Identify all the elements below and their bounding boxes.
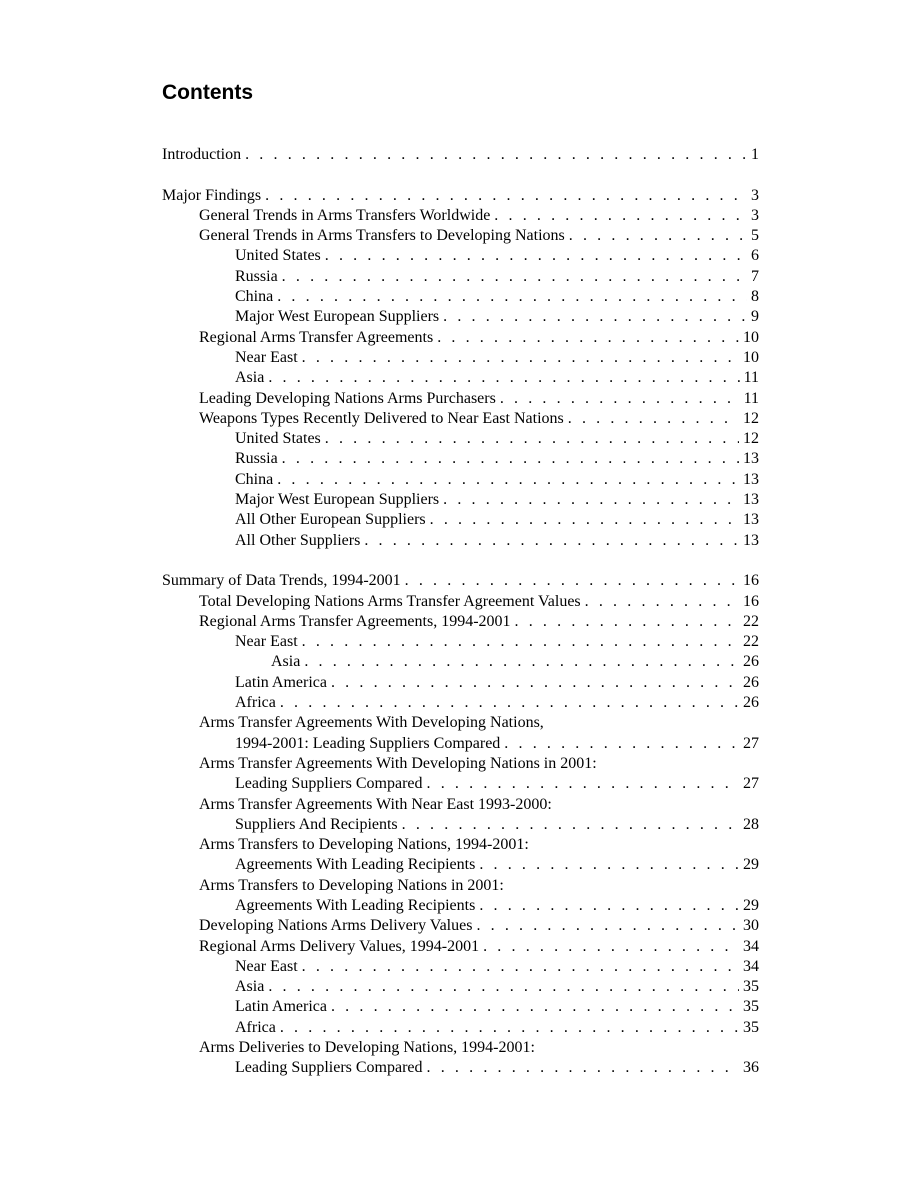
dot-leader [282, 267, 747, 287]
toc-entry-label: Regional Arms Delivery Values, 1994-2001 [199, 937, 480, 955]
page-title: Contents [162, 81, 253, 104]
toc-entry[interactable] [162, 957, 759, 977]
table-of-contents [162, 145, 759, 1079]
dot-leader [483, 937, 739, 957]
toc-entry[interactable] [162, 795, 759, 815]
toc-entry-label: Major Findings [162, 186, 262, 204]
dot-leader [302, 957, 739, 977]
dot-leader [325, 429, 739, 449]
toc-entry[interactable] [162, 1058, 759, 1078]
toc-page-number: 34 [743, 937, 759, 955]
toc-page-number: 27 [743, 775, 759, 793]
toc-entry[interactable] [162, 652, 759, 672]
toc-entry[interactable] [162, 835, 759, 855]
dot-leader [280, 693, 739, 713]
toc-entry-label: Leading Developing Nations Arms Purchasers [199, 389, 496, 407]
toc-entry-label: Agreements With Leading Recipients [235, 896, 476, 914]
toc-entry-label: Suppliers And Recipients [235, 815, 398, 833]
toc-page-number: 6 [751, 247, 759, 265]
dot-leader [331, 673, 739, 693]
toc-entry[interactable] [162, 267, 759, 287]
toc-page-number: 11 [743, 389, 759, 407]
toc-page-number: 13 [743, 531, 759, 549]
dot-leader [430, 510, 739, 530]
dot-leader [585, 592, 739, 612]
toc-page-number: 10 [743, 348, 759, 366]
dot-leader [443, 307, 747, 327]
toc-page-number: 13 [743, 491, 759, 509]
toc-page-number: 12 [743, 430, 759, 448]
dot-leader [245, 145, 747, 165]
toc-entry-label: All Other Suppliers [235, 531, 361, 549]
toc-entry[interactable] [162, 1038, 759, 1058]
toc-entry[interactable] [162, 145, 759, 165]
toc-page-number: 9 [751, 308, 759, 326]
toc-page-number: 35 [743, 978, 759, 996]
toc-page-number: 12 [743, 409, 759, 427]
toc-entry[interactable] [162, 368, 759, 388]
toc-entry[interactable] [162, 206, 759, 226]
toc-entry[interactable] [162, 348, 759, 368]
toc-entry-label: Russia [235, 267, 278, 285]
toc-entry[interactable] [162, 876, 759, 896]
dot-leader [494, 206, 747, 226]
toc-entry[interactable] [162, 328, 759, 348]
toc-entry[interactable] [162, 632, 759, 652]
dot-leader [500, 389, 740, 409]
toc-entry-label: Regional Arms Transfer Agreements, 1994-2001 [199, 612, 511, 630]
dot-leader [277, 470, 739, 490]
toc-entry[interactable] [162, 307, 759, 327]
toc-page-number: 13 [743, 511, 759, 529]
toc-entry[interactable] [162, 977, 759, 997]
toc-entry-label: Africa [235, 694, 276, 712]
toc-entry[interactable] [162, 246, 759, 266]
toc-entry[interactable] [162, 612, 759, 632]
toc-entry-label: China [235, 288, 274, 306]
toc-entry-label: Asia [235, 369, 265, 387]
dot-leader [304, 652, 739, 672]
toc-entry[interactable] [162, 186, 759, 206]
dot-leader [443, 490, 739, 510]
dot-leader [268, 368, 739, 388]
toc-entry-label: Arms Transfer Agreements With Developing Nations in 2001: [199, 754, 597, 772]
toc-entry-label: Latin America [235, 998, 327, 1016]
toc-entry-label: Summary of Data Trends, 1994-2001 [162, 572, 401, 590]
toc-entry-label: General Trends in Arms Transfers Worldwide [199, 206, 491, 224]
toc-page-number: 7 [751, 267, 759, 285]
toc-page-number: 26 [743, 653, 759, 671]
toc-entry-label: Africa [235, 1018, 276, 1036]
toc-page-number: 35 [743, 1018, 759, 1036]
dot-leader [265, 186, 747, 206]
toc-entry[interactable] [162, 449, 759, 469]
toc-page-number: 22 [743, 612, 759, 630]
dot-leader [302, 632, 739, 652]
toc-entry-label: General Trends in Arms Transfers to Developing Nations [199, 227, 565, 245]
toc-entry[interactable] [162, 673, 759, 693]
toc-entry-label: Leading Suppliers Compared [235, 775, 423, 793]
toc-page-number: 36 [743, 1059, 759, 1077]
toc-entry[interactable] [162, 592, 759, 612]
toc-entry[interactable] [162, 490, 759, 510]
dot-leader [427, 774, 739, 794]
toc-page-number: 26 [743, 673, 759, 691]
toc-entry-label: Agreements With Leading Recipients [235, 856, 476, 874]
dot-leader [476, 916, 739, 936]
toc-page-number: 13 [743, 470, 759, 488]
toc-entry-label: Near East [235, 957, 298, 975]
toc-entry[interactable] [162, 713, 759, 733]
toc-entry[interactable] [162, 226, 759, 246]
toc-entry-label: Asia [235, 978, 265, 996]
dot-leader [325, 246, 747, 266]
toc-entry[interactable] [162, 855, 759, 875]
toc-entry-label: Regional Arms Transfer Agreements [199, 328, 434, 346]
dot-leader [437, 328, 739, 348]
dot-leader [405, 571, 739, 591]
toc-page-number: 5 [751, 227, 759, 245]
toc-page-number: 8 [751, 288, 759, 306]
toc-entry-label: Developing Nations Arms Delivery Values [199, 917, 473, 935]
toc-entry[interactable] [162, 815, 759, 835]
toc-entry-label: Total Developing Nations Arms Transfer Agreement Values [199, 592, 581, 610]
toc-entry-label: Latin America [235, 673, 327, 691]
toc-page-number: 16 [743, 592, 759, 610]
toc-entry[interactable] [162, 571, 759, 591]
dot-leader [504, 734, 739, 754]
toc-entry[interactable] [162, 774, 759, 794]
dot-leader [282, 449, 739, 469]
toc-entry[interactable] [162, 470, 759, 490]
toc-entry[interactable] [162, 896, 759, 916]
toc-entry[interactable] [162, 409, 759, 429]
toc-page-number: 35 [743, 998, 759, 1016]
dot-leader [277, 287, 747, 307]
toc-page-number: 13 [743, 450, 759, 468]
toc-entry[interactable] [162, 389, 759, 409]
toc-entry-label: China [235, 470, 274, 488]
toc-page-number: 16 [743, 572, 759, 590]
toc-entry[interactable] [162, 754, 759, 774]
toc-entry-label: 1994-2001: Leading Suppliers Compared [235, 734, 501, 752]
toc-entry-label: Weapons Types Recently Delivered to Near East Nations [199, 409, 564, 427]
toc-entry-label: United States [235, 430, 321, 448]
toc-entry-label: United States [235, 247, 321, 265]
toc-page-number: 11 [743, 369, 759, 387]
toc-entry[interactable] [162, 734, 759, 754]
toc-entry-label: Arms Transfers to Developing Nations in 2001: [199, 876, 504, 894]
toc-entry-label: Arms Transfer Agreements With Near East 1993-2000: [199, 795, 552, 813]
toc-page-number: 1 [751, 146, 759, 163]
toc-entry[interactable] [162, 287, 759, 307]
dot-leader [331, 997, 739, 1017]
dot-leader [569, 226, 747, 246]
toc-entry-label: Leading Suppliers Compared [235, 1059, 423, 1077]
dot-leader [479, 896, 739, 916]
dot-leader [515, 612, 739, 632]
toc-entry-label: Arms Transfer Agreements With Developing Nations, [199, 714, 544, 732]
toc-page-number: 26 [743, 694, 759, 712]
toc-entry-label: Arms Transfers to Developing Nations, 1994-2001: [199, 836, 529, 854]
toc-entry[interactable] [162, 1018, 759, 1038]
toc-entry-label: Russia [235, 450, 278, 468]
toc-entry-label: Major West European Suppliers [235, 491, 440, 509]
dot-leader [568, 409, 739, 429]
toc-page-number: 30 [743, 917, 759, 935]
toc-page-number: 28 [743, 815, 759, 833]
dot-leader [280, 1018, 739, 1038]
toc-entry-label: Near East [235, 348, 298, 366]
toc-page-number: 3 [751, 186, 759, 204]
dot-leader [302, 348, 739, 368]
dot-leader [364, 531, 739, 551]
toc-entry-label: All Other European Suppliers [235, 511, 426, 529]
toc-entry[interactable] [162, 429, 759, 449]
toc-page-number: 29 [743, 896, 759, 914]
dot-leader [402, 815, 739, 835]
toc-entry[interactable] [162, 693, 759, 713]
toc-entry-label: Introduction [162, 146, 242, 163]
toc-entry[interactable] [162, 916, 759, 936]
toc-entry[interactable] [162, 937, 759, 957]
toc-entry[interactable] [162, 997, 759, 1017]
toc-entry[interactable] [162, 510, 759, 530]
toc-page-number: 29 [743, 856, 759, 874]
toc-entry-label: Asia [271, 653, 301, 671]
dot-leader [268, 977, 739, 997]
toc-page-number: 34 [743, 957, 759, 975]
toc-page-number: 27 [743, 734, 759, 752]
toc-entry-label: Major West European Suppliers [235, 308, 440, 326]
toc-page-number: 10 [743, 328, 759, 346]
toc-page-number: 22 [743, 633, 759, 651]
toc-entry-label: Arms Deliveries to Developing Nations, 1994-2001: [199, 1039, 535, 1057]
toc-entry-label: Near East [235, 633, 298, 651]
toc-page-number: 3 [751, 206, 759, 224]
dot-leader [479, 855, 739, 875]
toc-entry[interactable] [162, 531, 759, 551]
dot-leader [427, 1058, 739, 1078]
